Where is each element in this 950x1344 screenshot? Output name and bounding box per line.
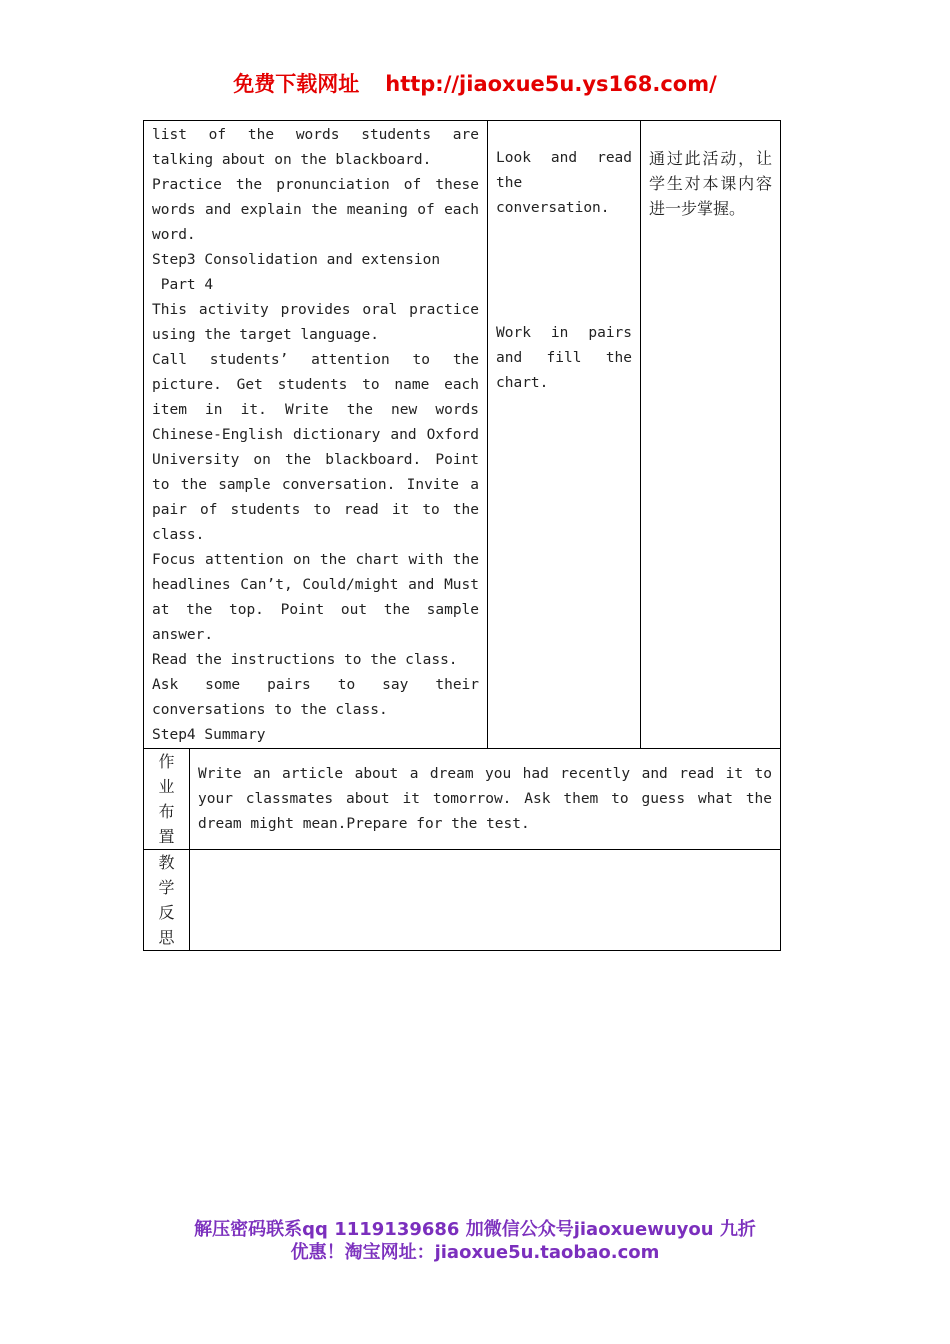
teacher-line: This activity provides oral practice using the target language. [152,302,480,343]
purpose-text: 通过此活动，让学生对本课内容进一步掌握。 [649,149,773,218]
student-activity-cell [488,121,641,749]
footer-line-1: 解压密码联系qq 1119139686 加微信公众号jiaoxuewuyou 九折 [194,1219,756,1240]
lesson-plan-table [143,120,781,951]
contact-footer [0,1218,950,1264]
teacher-line: Step3 Consolidation and extension [152,252,441,268]
label-char: 教 [158,853,175,872]
label-char: 布 [158,802,175,821]
reflection-label [144,850,190,951]
student-activity-2: Work in pairs and fill the chart. [496,325,633,391]
teacher-line: Step4 Summary [152,727,266,743]
purpose-cell [641,121,781,749]
homework-row [144,749,781,850]
teacher-line: Call students’ attention to the picture. Get students to name each item in it. Write the new words Chinese-English dictionary and Oxford University on the blackboard. Point to the sample conversation. Invite a pair of students to read it to the class. [152,352,480,543]
homework-text-cell [190,749,781,850]
label-char: 作 [158,752,175,771]
label-char: 置 [158,827,175,846]
reflection-row [144,850,781,951]
label-char: 思 [158,928,175,947]
reflection-text-cell [190,850,781,951]
teacher-line: Ask some pairs to say their conversations to the class. [152,677,480,718]
teacher-line: Read the instructions to the class. [152,652,458,668]
teacher-line: Part 4 [152,277,214,293]
student-activity-1: Look and read the conversation. [496,150,633,216]
procedure-row [144,121,781,749]
teacher-activity-cell [144,121,488,749]
label-char: 反 [158,903,175,922]
homework-label [144,749,190,850]
teacher-line: list of the words students are talking about on the blackboard. [152,127,480,168]
download-header [0,68,950,98]
teacher-line: Practice the pronunciation of these words and explain the meaning of each word. [152,177,480,243]
teacher-line: Focus attention on the chart with the headlines Can’t, Could/might and Must at the top. Point out the sample answer. [152,552,480,643]
label-char: 学 [158,878,175,897]
header-url-link[interactable]: http://jiaoxue5u.ys168.com/ [385,72,717,96]
label-char: 业 [158,777,175,796]
homework-text: Write an article about a dream you had recently and read it to your classmates about it tomorrow. Ask them to guess what the dream might mean.Prepare for the test. [198,766,773,832]
header-label: 免费下载网址 [233,72,360,96]
footer-line-2: 优惠！淘宝网址：jiaoxue5u.taobao.com [290,1242,660,1263]
